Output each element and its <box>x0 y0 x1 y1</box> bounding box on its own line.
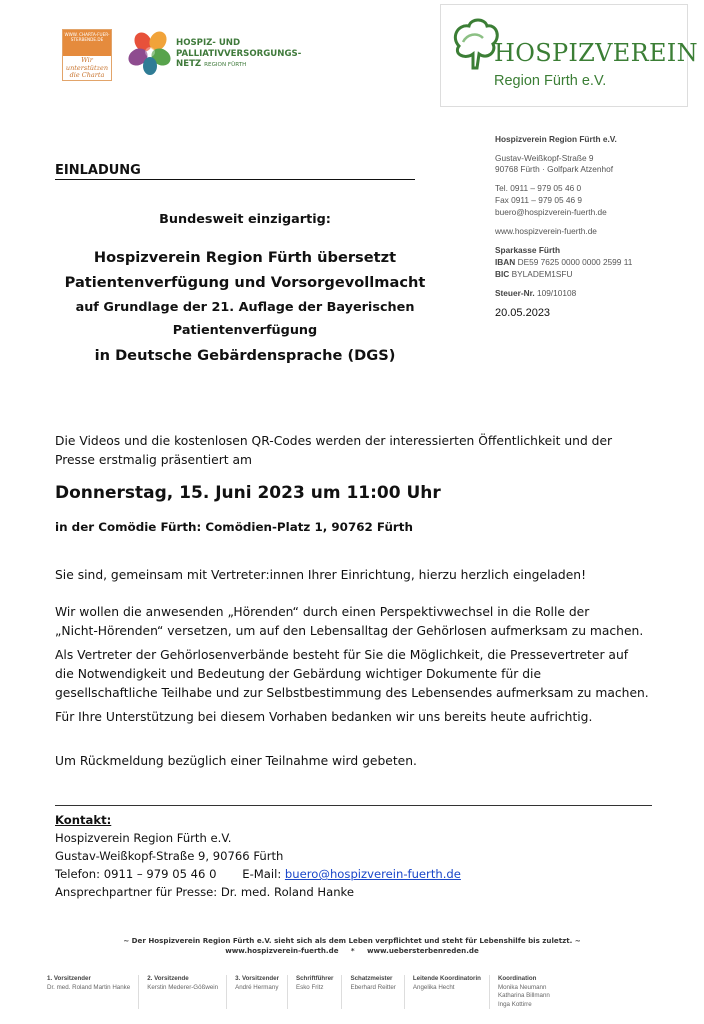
info-tax: Steuer-Nr. 109/10108 <box>495 288 577 298</box>
letter-date: 20.05.2023 <box>495 307 551 319</box>
headline-line5: Patientenverfügung <box>172 323 318 338</box>
info-bank: Sparkasse Fürth <box>495 245 561 255</box>
info-fax: Fax 0911 – 979 05 46 9 <box>495 195 583 205</box>
perspective-paragraph: Wir wollen die anwesenden „Hörenden“ durch einen Perspektivwechsel in die Rolle der „Nicht-Hörenden“ versetzen, um auf den Lebensalltag der Gehörlosen aufmerksam zu machen. <box>55 605 644 638</box>
charta-logo-bottom: Wir unterstützen die Charta <box>65 56 109 79</box>
headline-line4: auf Grundlage der 21. Auflage der Bayerischen <box>75 300 415 315</box>
palliativnetz-line3: NETZ <box>176 59 202 69</box>
footer-web2[interactable]: www.uebersterbenreden.de <box>366 946 479 955</box>
info-street: Gustav-Weißkopf-Straße 9 <box>495 153 594 163</box>
palliativnetz-region: REGION FÜRTH <box>204 62 247 68</box>
palliativnetz-line1: HOSPIZ- UND <box>176 38 241 48</box>
info-city: 90768 Fürth · Golfpark Atzenhof <box>495 164 614 174</box>
board-column: 3. Vorsitzender André Hermany <box>235 975 288 1009</box>
board-column: Koordination Monika Neumann Katharina Billmann Inga Kottirre <box>497 975 550 1008</box>
event-date: Donnerstag, 15. Juni 2023 um 11:00 Uhr <box>55 483 441 503</box>
charta-logo <box>62 29 112 81</box>
contact-label: Kontakt: <box>55 813 112 827</box>
footer-websites: www.hospizverein-fuerth.de * www.uebersterbenreden.de <box>225 946 479 955</box>
contact-email-label: E-Mail: <box>242 867 282 881</box>
info-org: Hospizverein Region Fürth e.V. <box>495 134 617 144</box>
contact-tel: Telefon: 0911 – 979 05 46 0 <box>55 867 217 881</box>
headline-line2: Hospizverein Region Fürth übersetzt <box>93 249 397 266</box>
palliativnetz-flower-icon <box>127 28 173 78</box>
headline-intro: Bundesweit einzigartig: <box>159 212 331 227</box>
einladung-heading: EINLADUNG <box>55 163 141 178</box>
rsvp-paragraph: Um Rückmeldung bezüglich einer Teilnahme wird gebeten. <box>55 754 417 768</box>
invitation-paragraph: Sie sind, gemeinsam mit Vertreter:innen Ihrer Einrichtung, hierzu herzlich eingeladen! <box>55 568 587 582</box>
board-column: Schriftführer Esko Fritz <box>296 975 342 1009</box>
palliativnetz-wordmark <box>176 38 301 71</box>
intro-paragraph: Die Videos und die kostenlosen QR-Codes werden der interessierten Öffentlichkeit und der Presse erstmalig präsentiert am <box>55 434 613 467</box>
contact-org: Hospizverein Region Fürth e.V. <box>55 831 232 845</box>
contact-divider <box>55 805 652 806</box>
footer-web1[interactable]: www.hospizverein-fuerth.de <box>225 946 339 955</box>
associations-paragraph: Als Vertreter der Gehörlosenverbände besteht für Sie die Möglichkeit, die Pressevertreter auf die Notwendigkeit und Bedeutung der Gebärdung wichtiger Dokumente für die gesellschaftliche Teilhabe und zur Selbstbestimmung des Lebensendes aufmerksam zu machen. <box>55 648 649 700</box>
contact-phone-email <box>55 865 461 883</box>
hospizverein-wordmark: HOSPIZVEREIN <box>494 39 698 67</box>
info-iban: IBAN DE59 7625 0000 0000 2599 11 <box>495 257 633 267</box>
board-column: Schatzmeister Eberhard Reitter <box>350 975 404 1009</box>
headline-line6: in Deutsche Gebärdensprache (DGS) <box>94 347 396 364</box>
info-tel: Tel. 0911 – 979 05 46 0 <box>495 183 582 193</box>
hospizverein-region: Region Fürth e.V. <box>494 73 607 89</box>
contact-email-link[interactable]: buero@hospizverein-fuerth.de <box>284 867 461 881</box>
contact-street: Gustav-Weißkopf-Straße 9, 90766 Fürth <box>55 849 284 863</box>
info-email[interactable]: buero@hospizverein-fuerth.de <box>495 207 607 217</box>
footer-motto: ~ Der Hospizverein Region Fürth e.V. sieht sich als dem Leben verpflichtet und steht für Lebenshilfe bis zuletzt. ~ <box>123 936 581 945</box>
board-column: Leitende Koordinatorin Angelika Hecht <box>413 975 490 1009</box>
info-bic: BIC BYLADEM1SFU <box>495 269 573 279</box>
headline-line3: Patientenverfügung und Vorsorgevollmacht <box>64 274 426 291</box>
charta-logo-top: WWW. CHARTA-FUER-STERBENDE.DE <box>63 30 111 56</box>
board-members <box>47 975 667 1009</box>
board-column: 1. Vorsitzender Dr. med. Roland Martin Hanke <box>47 975 139 1009</box>
contact-press: Ansprechpartner für Presse: Dr. med. Roland Hanke <box>55 885 354 899</box>
einladung-underline <box>55 179 415 180</box>
contact-block <box>55 811 461 901</box>
info-web[interactable]: www.hospizverein-fuerth.de <box>495 226 597 236</box>
palliativnetz-line2: PALLIATIVVERSORGUNGS- <box>176 48 302 59</box>
event-venue: in der Comödie Fürth: Comödien-Platz 1, 90762 Fürth <box>55 520 413 534</box>
thanks-paragraph: Für Ihre Unterstützung bei diesem Vorhaben bedanken wir uns bereits heute aufrichtig. <box>55 710 593 724</box>
board-column: 2. Vorsitzende Kerstin Mederer-Gößwein <box>147 975 227 1009</box>
